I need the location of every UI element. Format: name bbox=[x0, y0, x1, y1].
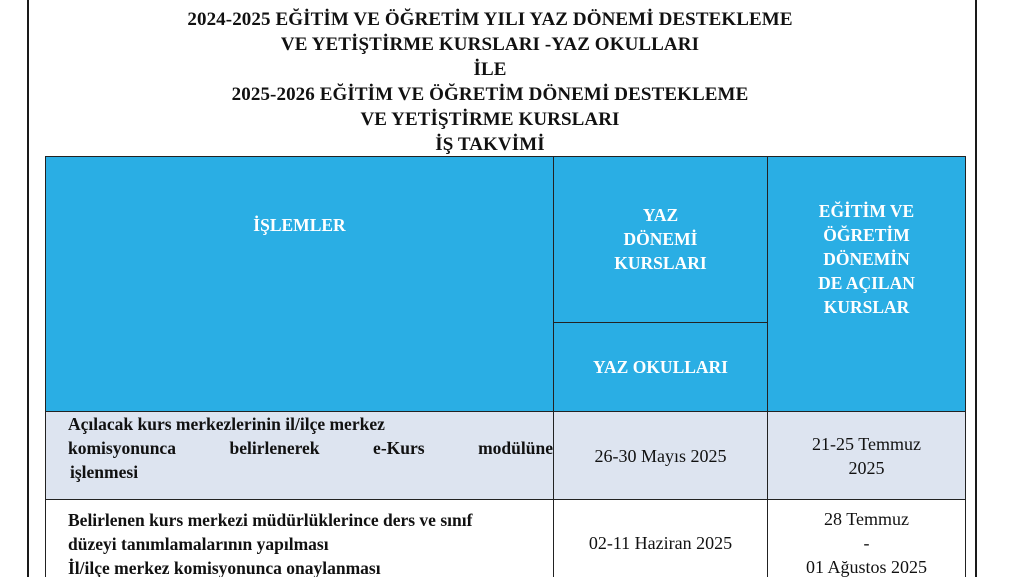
header-egitim-line: EĞİTİM VE bbox=[818, 201, 915, 221]
term-course-date-line: 2025 bbox=[848, 457, 885, 478]
page-left-border bbox=[27, 0, 29, 577]
header-egitim-line: KURSLAR bbox=[823, 297, 910, 317]
header-egitim-line: DE AÇILAN bbox=[818, 273, 915, 293]
header-yaz-donemi-line: YAZ bbox=[642, 205, 679, 225]
header-yaz-donemi-line: KURSLARI bbox=[614, 253, 707, 273]
summer-course-date bbox=[554, 412, 768, 500]
term-course-date bbox=[768, 412, 966, 500]
term-course-date-line: 28 Temmuz bbox=[824, 508, 909, 529]
title-line-6: İŞ TAKVİMİ bbox=[435, 134, 545, 155]
task-line: işlenmesi bbox=[70, 462, 139, 482]
header-yaz-donemi-line: DÖNEMİ bbox=[623, 229, 698, 249]
summer-course-date bbox=[554, 500, 768, 577]
table-row bbox=[46, 412, 966, 500]
table-row bbox=[46, 500, 966, 577]
header-yaz-donemi-kurslari bbox=[554, 157, 768, 323]
task-line: Belirlenen kurs merkezi müdürlüklerince ders ve sınıf bbox=[68, 510, 473, 530]
summer-course-date-text: 02-11 Haziran 2025 bbox=[588, 532, 733, 553]
task-line: İl/ilçe merkez komisyonunca onaylanması bbox=[68, 558, 381, 577]
header-egitim-line: ÖĞRETİM bbox=[823, 225, 910, 245]
term-course-date bbox=[768, 500, 966, 577]
header-egitim-donemi-kurslar bbox=[768, 157, 966, 412]
task-cell bbox=[46, 412, 554, 500]
title-line-5: VE YETİŞTİRME KURSLARI bbox=[360, 109, 620, 130]
task-line: Açılacak kurs merkezlerinin il/ilçe merkez bbox=[68, 414, 385, 434]
task-cell bbox=[46, 500, 554, 577]
title-line-1: 2024-2025 EĞİTİM VE ÖĞRETİM YILI YAZ DÖNEMİ DESTEKLEME bbox=[187, 9, 793, 30]
term-course-date-line: 01 Ağustos 2025 bbox=[805, 556, 928, 577]
header-islemler-label: İŞLEMLER bbox=[253, 215, 346, 235]
page-right-border bbox=[975, 0, 977, 577]
header-yaz-okullari-label: YAZ OKULLARI bbox=[592, 357, 728, 377]
task-line: düzeyi tanımlamalarının yapılması bbox=[68, 534, 329, 554]
title-line-2: VE YETİŞTİRME KURSLARI -YAZ OKULLARI bbox=[280, 34, 700, 55]
table-header-row bbox=[46, 157, 966, 323]
work-schedule-table bbox=[45, 156, 966, 577]
term-course-date-line: 21-25 Temmuz bbox=[812, 433, 921, 454]
document-title bbox=[40, 7, 940, 157]
header-egitim-line: DÖNEMİN bbox=[823, 249, 910, 269]
title-line-4: 2025-2026 EĞİTİM VE ÖĞRETİM DÖNEMİ DESTEKLEME bbox=[231, 84, 749, 105]
task-line: komisyonunca belirlenerek e-Kurs modülüne bbox=[68, 438, 553, 458]
header-yaz-okullari bbox=[554, 323, 768, 412]
summer-course-date-text: 26-30 Mayıs 2025 bbox=[594, 445, 727, 466]
header-islemler bbox=[46, 157, 554, 412]
title-line-3: İLE bbox=[473, 59, 507, 80]
term-course-date-line: - bbox=[863, 532, 870, 553]
